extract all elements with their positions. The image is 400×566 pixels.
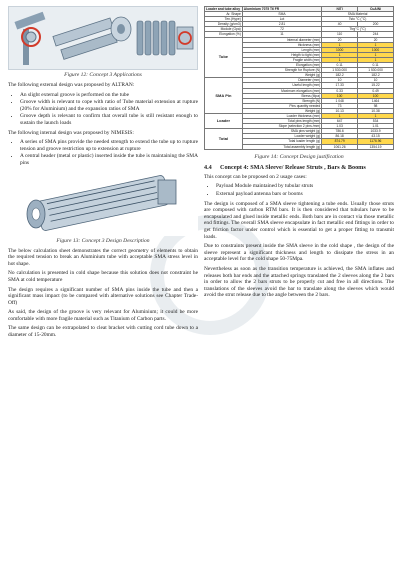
altran-intro: The following external design was proposed by ALTRAN: xyxy=(8,82,135,88)
concept-3-design-illustration xyxy=(8,170,198,236)
table-cell: SMA xyxy=(242,12,321,17)
table-cell: SMA Material xyxy=(322,12,394,17)
table-cell: Loader weight (g) xyxy=(242,134,321,139)
table-header-cell: Loader and tube alloy xyxy=(205,7,243,12)
section-number: 4.4 xyxy=(204,163,212,171)
right-column xyxy=(204,6,394,302)
table-cell: 1 xyxy=(358,113,394,118)
table-cell: 100 xyxy=(358,93,394,98)
table-cell: 1 530.000 xyxy=(322,68,358,73)
nimesis-intro: The following internal design was proposed by NIMESIS: xyxy=(8,129,134,136)
table-cell: Ttrg°C (°C) xyxy=(322,27,394,32)
table-cell: 20 xyxy=(322,37,358,42)
table-group-label: Tube xyxy=(205,37,243,78)
table-cell: 43.15 xyxy=(358,134,394,139)
table-header-cell: Aluminium 7075 T6 FR xyxy=(242,7,321,12)
section-title: Concept 4: SMA Sleeve/ Release Struts , Bars & Booms xyxy=(220,163,366,171)
table-cell: Total loader length (g) xyxy=(242,139,321,144)
table-header-cell: CuAlNi xyxy=(358,7,394,12)
left-column xyxy=(8,6,198,342)
table-cell: Pins quantity needed xyxy=(242,103,321,108)
table-cell: 244 xyxy=(358,32,394,37)
table-cell: Strength (N) xyxy=(242,98,321,103)
figure-13-image xyxy=(8,170,198,236)
paragraph: The same design can be extrapolated to cleat bracket with cutting cord tube down to a diameter of 15-20mm. xyxy=(8,325,198,339)
table-cell: 874.79 xyxy=(322,139,358,144)
table-cell: 534 xyxy=(358,119,394,124)
table-cell: Elongation (%) xyxy=(205,32,243,37)
table-cell: 1176.96 xyxy=(358,139,394,144)
list-item: • A central header (metal or plastic) inserted inside the tube is maintaining the SMA pins xyxy=(20,153,198,166)
list-item: • An slight external groove is performed on the tube xyxy=(20,92,198,99)
table-cell: 110 xyxy=(322,32,358,37)
table-cell: thickness (mm) xyxy=(242,42,321,47)
table-cell: 1 xyxy=(322,57,358,62)
table-cell: 1 xyxy=(322,42,358,47)
table-cell: 1000 xyxy=(322,47,358,52)
table-cell: 1 xyxy=(358,42,394,47)
table-cell: Elongation (mm) xyxy=(242,63,321,68)
paragraph: No calculation is presented in cold shape because this solution does not constraint he SMA at cold temperature xyxy=(8,270,198,283)
table-cell: Strength for Rupture (N) xyxy=(242,68,321,73)
table-cell: Heigth to tight (mm) xyxy=(242,52,321,57)
table-cell: 1033.9 xyxy=(358,129,394,134)
table-cell: 40 xyxy=(322,22,358,27)
table-cell: 0.49 xyxy=(358,88,394,93)
table-group-label: Loader xyxy=(205,113,243,128)
table-cell: 11 xyxy=(242,32,321,37)
table-cell: 1 048 xyxy=(322,98,358,103)
paragraph: As said, the design of the groove is very relevant for Aluminium; it could be more comfortable with more fragile material such as Titanium of Carbon parts. xyxy=(8,309,198,322)
figure-14-caption: Figure 14: Concept Design justification xyxy=(254,153,344,160)
table-cell: 200 xyxy=(358,22,394,27)
table-cell: Ten.(Hype) xyxy=(205,17,243,22)
list-item: • External payload antenna bars or booms xyxy=(216,191,394,198)
table-cell: 10.38 xyxy=(358,108,394,113)
table-cell: Weight (g) xyxy=(242,73,321,78)
table-cell: 1.03 xyxy=(322,124,358,129)
table-cell: 0.11 xyxy=(358,63,394,68)
paragraph: Due to constraints present inside the SMA sleeve in the cold shape , the design of the sleeve represent a significant thickness and length to dissipate the stress in an acceptable level for the cold shape 50-75Mpa. xyxy=(204,243,394,263)
table-cell: Weight (g) xyxy=(242,108,321,113)
table-cell: 100 xyxy=(322,93,358,98)
table-cell: Stress (Mpa) xyxy=(242,93,321,98)
table-cell: Useful length (mm) xyxy=(242,83,321,88)
table-cell: 10 xyxy=(358,78,394,83)
table-cell: 73 xyxy=(322,103,358,108)
table-cell: Total assembly length (g) xyxy=(242,144,321,149)
table-cell: 1354.19 xyxy=(358,144,394,149)
table-group-label: Total xyxy=(205,129,243,149)
list-item: • Groove depth is relevant to confirm that overall tube is still resistant enough to sustain the launch loads xyxy=(20,113,198,126)
table-cell: Loader thickness (mm) xyxy=(242,113,321,118)
table-cell: 1 xyxy=(322,113,358,118)
paragraph: The design is composed of a SMA sleeve tightening a tube ends. Usually those struts are composed with carbon RTM bars. It is then considered that tubulars have to be encapsulated and glued inside metallic ends. Both bars are in contact via those metallic end fittings. The overall SMA sleeve encapsulate in fact metallic end fittings in order to get friction factor under control which is essential to get a proper fitting to transmit loads. xyxy=(204,200,394,240)
nimesis-bullet-list xyxy=(8,139,198,166)
design-justification-table xyxy=(204,6,394,150)
table-cell: 72 xyxy=(242,27,321,32)
table-cell: Tsto °C (°C) xyxy=(322,17,394,22)
table-cell: SMA pins weight (g) xyxy=(242,129,321,134)
table-cell: 647 xyxy=(322,119,358,124)
table-cell: 182.2 xyxy=(322,73,358,78)
paragraph: The design requires a significant number of SMA pins inside the tube and then a significant mass impact (to be compared with alternative solutions see Chapter Trade-Off) xyxy=(8,286,198,306)
table-cell: 1000 xyxy=(358,47,394,52)
table-cell: 15.22 xyxy=(358,83,394,88)
paragraph: Nevertheless as soon as the transition temperature is achieved, the SMA inflates and releases both bar ends and the attached springs translated the 2 sleeves along the 2 bars in order to allow the 2 bars struts to be properly cut and free in all directions. The translations of the sleeves avoid the bar to translate along the sleeves which would avoid the strut release due to the angle between the 2 bars. xyxy=(204,265,394,299)
list-item: • A series of SMA pins provide the needed strength to extend the tube up to rupture tension and groove restriction up to extension at rupture xyxy=(20,139,198,152)
table-cell: Fragile width (mm) xyxy=(242,57,321,62)
table-group-body xyxy=(205,37,394,149)
list-item: • Payload Module maintained by tubular struts xyxy=(216,183,394,190)
table-cell: 0.33 xyxy=(322,88,358,93)
table-cell: 1.01 xyxy=(358,124,394,129)
table-cell: 20 xyxy=(358,37,394,42)
table-cell: Density (g/cm3) xyxy=(205,22,243,27)
table-cell: 1 xyxy=(358,52,394,57)
table-cell: 1 xyxy=(322,52,358,57)
table-cell: Slope (selection 2 pins /mm) xyxy=(242,124,321,129)
table-cell: 1061.26 xyxy=(322,144,358,149)
section-intro: This concept can be proposed on 2 usage cases: xyxy=(204,173,307,180)
table-cell: 98 xyxy=(358,103,394,108)
table-header-cell: NITI xyxy=(322,7,358,12)
table-cell: Diameter (mm) xyxy=(242,78,321,83)
figure-12-caption: Figure 12: Concept 3 Applications xyxy=(64,72,142,78)
paragraph: The below calculation sheet demonstrates the correct geometry of elements to obtain the required tension to break an Aluminium tube with acceptable SMA stress level in hot shape. xyxy=(8,247,198,267)
table-cell: 1464 xyxy=(358,98,394,103)
table-group-label: SMA Pin xyxy=(205,78,243,114)
usage-bullet-list xyxy=(204,183,394,197)
altran-bullet-list xyxy=(8,92,198,127)
table-cell: Internal diameter (mm) xyxy=(242,37,321,42)
table-cell: 17.33 xyxy=(322,83,358,88)
table-cell: 1 xyxy=(358,57,394,62)
table-cell: 182.2 xyxy=(358,73,394,78)
concept-3-applications-illustration xyxy=(9,7,198,69)
table-cell: Total pins length (mm) xyxy=(242,119,321,124)
table-cell: Lot xyxy=(242,17,321,22)
table-cell: 2.81 xyxy=(242,22,321,27)
list-item: • Groove width is relevant to cope with ratio of Tube material extension at rupture (20% for Aluminium) and the expansion ratios of SMA xyxy=(20,99,198,112)
table-cell: Length (mm) xyxy=(242,47,321,52)
figure-12-image xyxy=(8,6,198,70)
table-cell: 86.18 xyxy=(322,134,358,139)
table-cell: 786.6 xyxy=(322,129,358,134)
figure-13-caption: Figure 13: Concept 3 Design Description xyxy=(56,237,150,244)
table-cell: 10 xyxy=(322,78,358,83)
table-cell: Module (Gpa) xyxy=(205,27,243,32)
table-cell: Ar. Shape xyxy=(205,12,243,17)
table-cell: Maximum elongation (mm) xyxy=(242,88,321,93)
table-cell: 0.11 xyxy=(322,63,358,68)
table-cell: 1 530.000 xyxy=(358,68,394,73)
section-heading xyxy=(204,164,394,171)
table-cell: 10.13 xyxy=(322,108,358,113)
